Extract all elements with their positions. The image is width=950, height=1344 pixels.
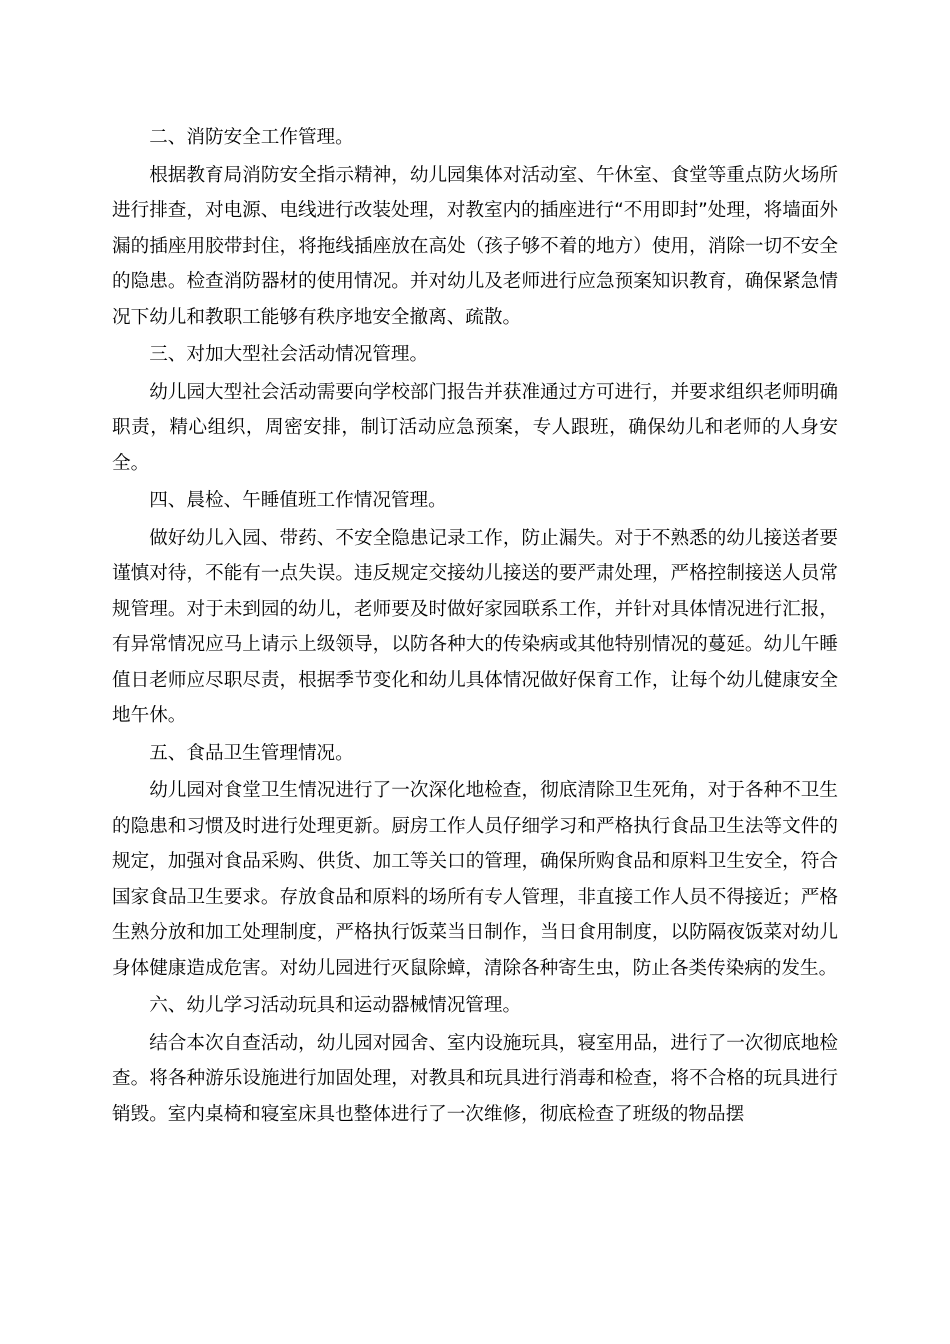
section-body-morning-check: 做好幼儿入园、带药、不安全隐患记录工作，防止漏失。对于不熟悉的幼儿接送者要谨慎对待，不能有一点失误。违反规定交接幼儿接送的要严肃处理，严格控制接送人员常规管理。对于未到园的幼儿，老师要及时做好家园联系工作，并针对具体情况进行汇报，有异常情况应马上请示上级领导，以防各种大的传染病或其他特别情况的蔓延。幼儿午睡值日老师应尽职尽责，根据季节变化和幼儿具体情况做好保育工作，让每个幼儿健康安全地午休。	[112, 527, 838, 726]
section-heading-food-hygiene: 五、食品卫生管理情况。	[149, 742, 354, 764]
section-body-fire-safety: 根据教育局消防安全指示精神，幼儿园集体对活动室、午休室、食堂等重点防火场所进行排查，对电源、电线进行改装处理，对教室内的插座进行“不用即封”处理，将墙面外漏的插座用胶带封住，将拖线插座放在高处（孩子够不着的地方）使用，消除一切不安全的隐患。检查消防器材的使用情况。并对幼儿及老师进行应急预案知识教育，确保紧急情况下幼儿和教职工能够有秩序地安全撤离、疏散。	[112, 164, 838, 328]
section-heading-morning-check: 四、晨检、午睡值班工作情况管理。	[149, 490, 447, 511]
section-heading-toys-equipment: 六、幼儿学习活动玩具和运动器械情况管理。	[149, 995, 522, 1016]
section-heading-fire-safety: 二、消防安全工作管理。	[149, 127, 354, 148]
section-heading-large-activities: 三、对加大型社会活动情况管理。	[149, 344, 429, 365]
section-body-large-activities: 幼儿园大型社会活动需要向学校部门报告并获准通过方可进行，并要求组织老师明确职责，精心组织，周密安排，制订活动应急预案，专人跟班，确保幼儿和老师的人身安全。	[112, 381, 838, 474]
section-body-food-hygiene: 幼儿园对食堂卫生情况进行了一次深化地检查，彻底清除卫生死角，对于各种不卫生的隐患和习惯及时进行处理更新。厨房工作人员仔细学习和严格执行食品卫生法等文件的规定，加强对食品采购、供货、加工等关口的管理，确保所购食品和原料卫生安全，符合国家食品卫生要求。存放食品和原料的场所有专人管理，非直接工作人员不得接近；严格生熟分放和加工处理制度，严格执行饭菜当日制作，当日食用制度，以防隔夜饭菜对幼儿身体健康造成危害。对幼儿园进行灭鼠除蟑，清除各种寄生虫，防止各类传染病的发生。	[112, 780, 838, 979]
section-body-toys-equipment: 结合本次自查活动，幼儿园对园舍、室内设施玩具，寝室用品，进行了一次彻底地检查。将各种游乐设施进行加固处理，对教具和玩具进行消毒和检查，将不合格的玩具进行销毁。室内桌椅和寝室床具也整体进行了一次维修，彻底检查了班级的物品摆	[112, 1032, 838, 1125]
